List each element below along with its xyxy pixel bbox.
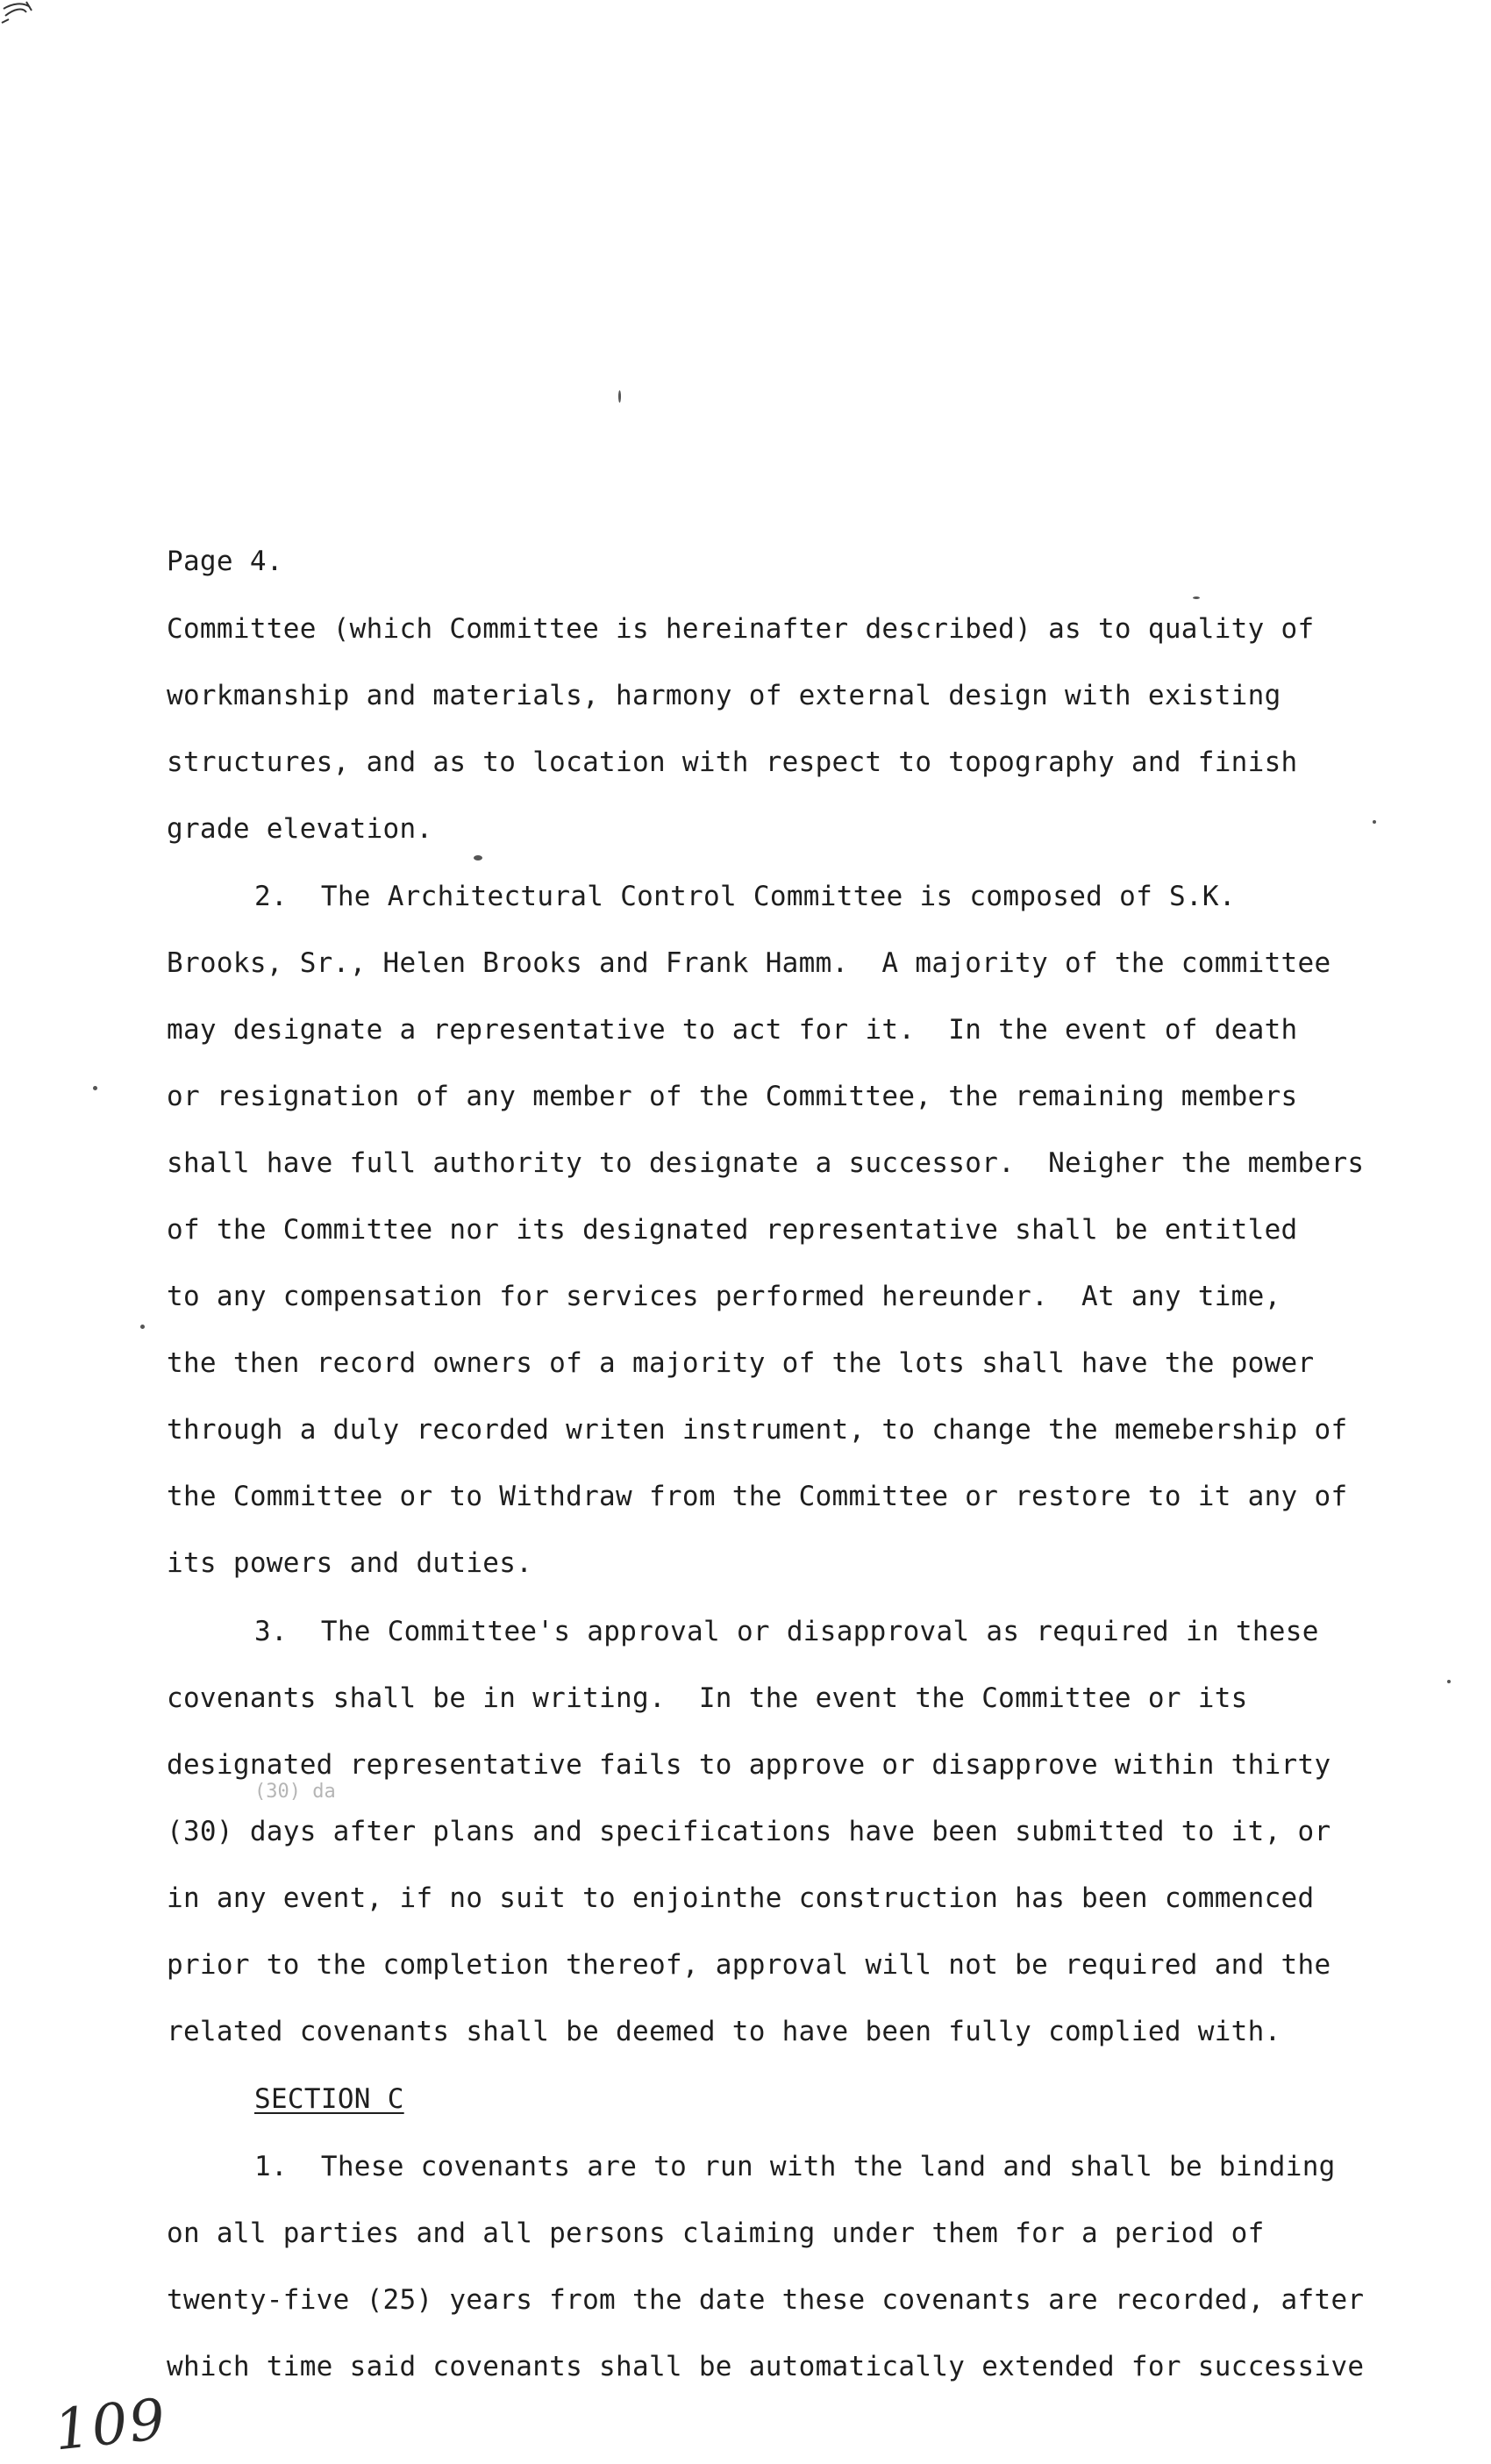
- text-line: covenants shall be in writing. In the event the Committee or its: [167, 1682, 1248, 1714]
- text-line: to any compensation for services performed hereunder. At any time,: [167, 1281, 1281, 1312]
- scan-speck: [474, 855, 482, 861]
- text-line: in any event, if no suit to enjointhe construction has been commenced: [167, 1882, 1315, 1914]
- section-c-item-1-first-line: 1. These covenants are to run with the land and shall be binding: [254, 2151, 1336, 2182]
- text-line: related covenants shall be deemed to have been fully complied with.: [167, 2016, 1281, 2047]
- text-line: the then record owners of a majority of the lots shall have the power: [167, 1347, 1315, 1379]
- text-line: grade elevation.: [167, 813, 433, 845]
- scan-speck: [140, 1325, 145, 1329]
- page-label: Page 4.: [167, 546, 283, 577]
- scan-speck: [1193, 596, 1200, 599]
- text-line: prior to the completion thereof, approval will not be required and the: [167, 1949, 1331, 1981]
- text-line: or resignation of any member of the Committee, the remaining members: [167, 1081, 1298, 1112]
- paragraph-3-first-line: 3. The Committee's approval or disapproval as required in these: [254, 1616, 1319, 1647]
- section-heading: SECTION C: [254, 2083, 404, 2115]
- text-line: Brooks, Sr., Helen Brooks and Frank Hamm. A majority of the committee: [167, 947, 1331, 979]
- text-line: shall have full authority to designate a successor. Neigher the members: [167, 1147, 1365, 1179]
- scan-speck: [1373, 820, 1376, 824]
- text-line: workmanship and materials, harmony of external design with existing: [167, 680, 1281, 711]
- scan-speck: [1447, 1680, 1451, 1683]
- text-line: may designate a representative to act for it. In the event of death: [167, 1014, 1298, 1046]
- text-line: on all parties and all persons claiming under them for a period of: [167, 2218, 1265, 2249]
- text-line: twenty-five (25) years from the date these covenants are recorded, after: [167, 2284, 1365, 2316]
- text-line: the Committee or to Withdraw from the Committee or restore to it any of: [167, 1481, 1348, 1512]
- paragraph-2-first-line: 2. The Architectural Control Committee is composed of S.K.: [254, 881, 1236, 912]
- scan-speck: [618, 390, 621, 403]
- text-line: of the Committee nor its designated representative shall be entitled: [167, 1214, 1298, 1246]
- text-line: designated representative fails to approve or disapprove within thirty: [167, 1749, 1331, 1781]
- handwritten-page-number: 109: [51, 2387, 170, 2464]
- pen-scribble-mark: [0, 0, 35, 53]
- text-line: Committee (which Committee is hereinafter described) as to quality of: [167, 613, 1315, 645]
- text-line: structures, and as to location with respect to topography and finish: [167, 746, 1298, 778]
- faint-struck-note: (30) da: [254, 1781, 336, 1803]
- text-line: its powers and duties.: [167, 1547, 533, 1579]
- scan-speck: [93, 1086, 97, 1090]
- text-line: (30) days after plans and specifications have been submitted to it, or: [167, 1816, 1331, 1847]
- text-line: which time said covenants shall be automatically extended for successive: [167, 2351, 1365, 2382]
- text-line: through a duly recorded writen instrument, to change the memebership of: [167, 1414, 1348, 1446]
